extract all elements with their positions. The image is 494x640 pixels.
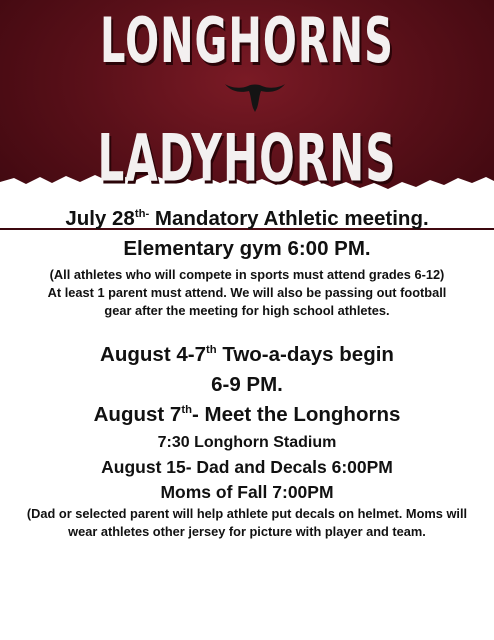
meeting-note-3: gear after the meeting for high school athletes. [104,303,390,318]
dad-decals-note: (Dad or selected parent will help athlete put decals on helmet. Moms will wear athletes other jersey for picture with player and team. [26,506,468,539]
torn-paper-edge-bottom [0,560,494,590]
meeting-note-1: (All athletes who will compete in sports must attend grades 6-12) [49,267,445,282]
moms-of-fall: Moms of Fall 7:00PM [160,482,334,502]
dad-decals-heading: August 15- Dad and Decals 6:00PM [101,457,393,477]
longhorn-skull-icon [223,78,287,114]
meeting-note-2: At least 1 parent must attend. We will also be passing out football [47,285,447,300]
meet-longhorns-heading: August 7th- Meet the Longhorns [93,403,401,426]
schedule-content [0,204,494,541]
ladyhorns-title: LADYHORNS [97,120,397,196]
longhorns-title: LONGHORNS [100,6,394,78]
meeting-location: Elementary gym 6:00 PM. [123,237,371,260]
two-a-days-time: 6-9 PM. [211,373,283,396]
meet-longhorns-detail: 7:30 Longhorn Stadium [157,434,337,451]
meeting-heading: July $28^{th-}$ Mandatory Athletic meeting. [65,207,429,230]
two-a-days-heading: August 4-7th Two-a-days begin [100,343,394,366]
